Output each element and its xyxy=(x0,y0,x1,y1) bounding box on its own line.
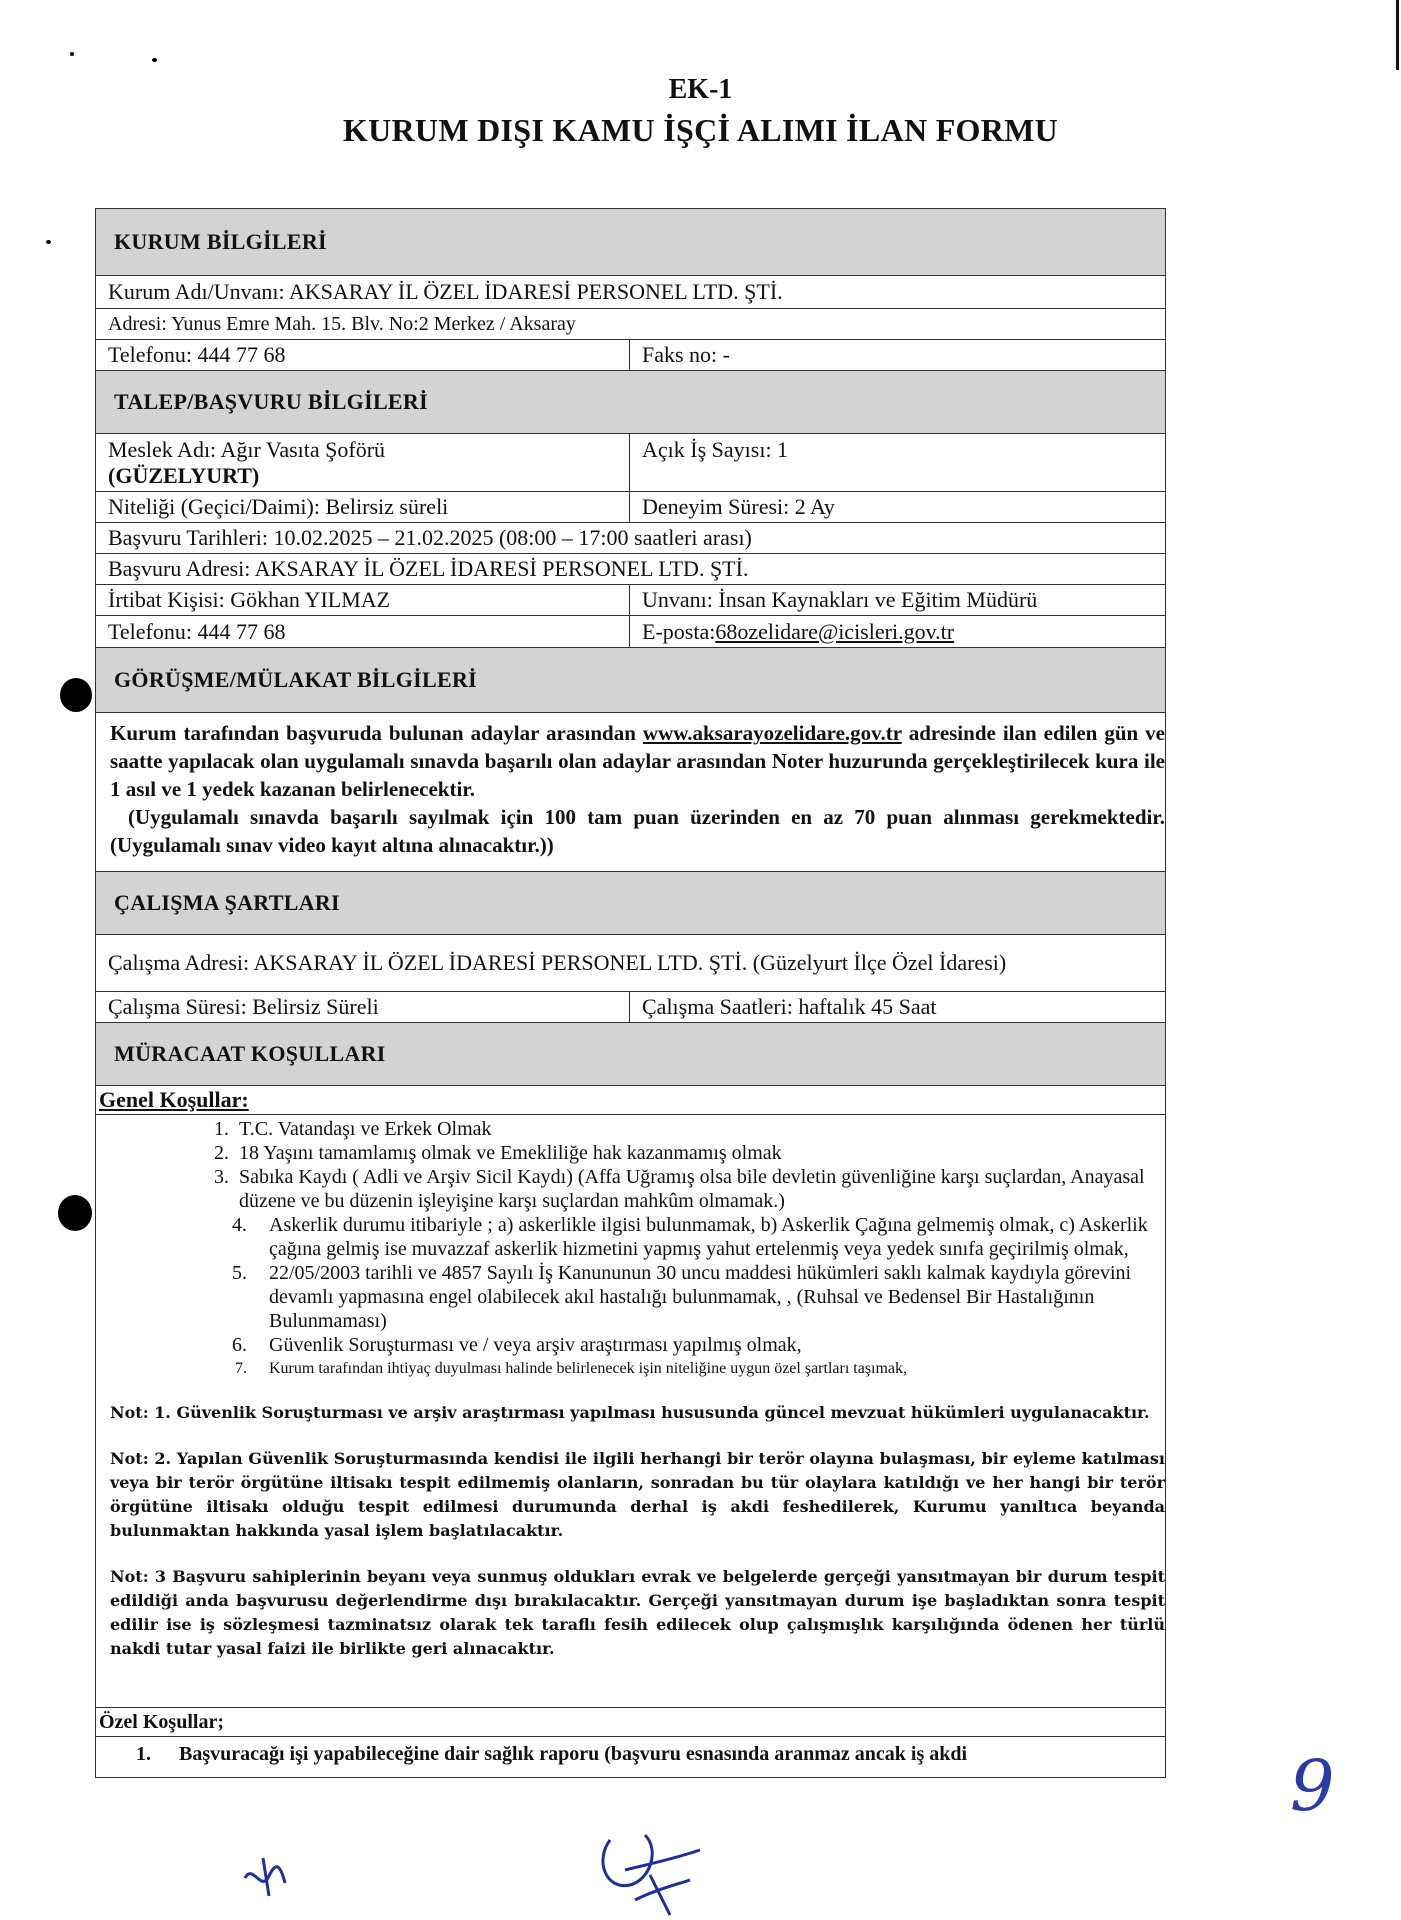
genel-kosul-item xyxy=(96,1117,1165,1141)
genel-kosul-item xyxy=(96,1141,1165,1165)
note-3: Not: 3 Başvuru sahiplerinin beyanı veya sunmuş oldukları evrak ve belgelerde gerçeği yansıtmayan bir durum tespit edildiği anda başvurusu değerlendirme dışı bırakılacaktır. Gerçeği yansıtmayan durum işe başladıktan sonra tespit edilir ise iş sözleşmesi tazminatsız olarak tek taraflı fesih edilecek olup çalışmışlık karşılığında ödenen her türlü nakdi tutar yasal faizi ile birlikte geri alınacaktır. xyxy=(110,1567,1165,1658)
genel-kosul-item xyxy=(96,1357,1165,1381)
basvuru-tarihleri: Başvuru Tarihleri: 10.02.2025 – 21.02.2025 (08:00 – 17:00 saatleri arası) xyxy=(108,525,752,550)
gorusme-paragraph xyxy=(96,713,1165,871)
kurum-adresi: Adresi: Yunus Emre Mah. 15. Blv. No:2 Merkez / Aksaray xyxy=(108,313,576,335)
gorusme-text-b: adresinde ilan edilen gün ve saatte yapılacak olan uygulamalı sınavda başarılı olan adaylar arasından Noter huzurunda gerçekleştirilecek kura ile 1 asıl ve 1 yedek kazanan belirlenecektir. xyxy=(110,721,1165,801)
document-title: KURUM DIŞI KAMU İŞÇİ ALIMI İLAN FORMU xyxy=(342,112,1059,148)
acik-is-sayisi: Açık İş Sayısı: 1 xyxy=(642,437,789,462)
irtibat-kisisi: İrtibat Kişisi: Gökhan YILMAZ xyxy=(96,585,630,615)
document-annex-label: EK-1 xyxy=(668,74,733,105)
ozel-kosul-number: 1. xyxy=(136,1743,151,1765)
eposta-cell xyxy=(630,616,1165,647)
kurum-adi: Kurum Adı/Unvanı: AKSARAY İL ÖZEL İDARESİ PERSONEL LTD. ŞTİ. xyxy=(108,279,783,304)
deneyim-suresi: Deneyim Süresi: 2 Ay xyxy=(642,494,835,519)
genel-kosul-text: Kurum tarafından ihtiyaç duyulması halinde belirlenecek işin niteliğine uygun özel şartları taşımak, xyxy=(269,1360,908,1377)
genel-kosullar-title: Genel Koşullar: xyxy=(99,1087,249,1112)
scan-speck xyxy=(46,240,51,244)
gorusme-text-a: Kurum tarafından başvuruda bulunan adaylar arasından xyxy=(110,721,643,745)
punch-hole-mark xyxy=(60,678,92,712)
genel-kosul-number: 1. xyxy=(214,1118,229,1140)
section-calisma-sartlari: ÇALIŞMA ŞARTLARI xyxy=(96,872,1165,934)
genel-kosul-number: 4. xyxy=(232,1214,247,1236)
irtibat-telefon: Telefonu: 444 77 68 xyxy=(96,616,630,647)
basvuru-adresi: Başvuru Adresi: AKSARAY İL ÖZEL İDARESİ PERSONEL LTD. ŞTİ. xyxy=(108,556,749,581)
meslek-cell xyxy=(96,434,630,491)
initial-signature-icon xyxy=(235,1848,305,1908)
eposta-link[interactable]: 68ozelidare@icisleri.gov.tr xyxy=(715,618,955,644)
application-form-table xyxy=(95,208,1166,1778)
punch-hole-mark xyxy=(58,1195,92,1231)
genel-kosul-text: 22/05/2003 tarihli ve 4857 Sayılı İş Kanununun 30 uncu maddesi hükümleri saklı kalmak kaydıyla görevini devamlı yapmasına engel olabilecek akıl hastalığı bulunmamak, , (Ruhsal ve Bedensel Bir Hastalığının Bulunmaması) xyxy=(269,1262,1132,1332)
meslek-adi: Meslek Adı: Ağır Vasıta Şoförü xyxy=(108,436,386,462)
eposta-label: E-posta: xyxy=(642,618,716,644)
genel-kosul-number: 3. xyxy=(214,1166,229,1188)
calisma-suresi: Çalışma Süresi: Belirsiz Süreli xyxy=(96,992,630,1022)
genel-kosul-number: 5. xyxy=(232,1262,247,1284)
kurum-faks: Faks no: - xyxy=(642,342,730,367)
scan-speck xyxy=(152,58,157,62)
section-talep-basvuru: TALEP/BAŞVURU BİLGİLERİ xyxy=(96,371,1165,433)
genel-kosul-text: Güvenlik Soruşturması ve / veya arşiv araştırması yapılmış olmak, xyxy=(269,1334,802,1356)
section-gorusme-mulakat: GÖRÜŞME/MÜLAKAT BİLGİLERİ xyxy=(96,648,1165,712)
scan-speck xyxy=(70,52,74,56)
note-2: Not: 2. Yapılan Güvenlik Soruşturmasında kendisi ile ilgili herhangi bir terör olayına bulaşması, bir eyleme katılması veya bir terör örgütüne iltisakı tespit edilmemiş olanların, sonradan bu tür olaylara katıldığı ve her hangi bir terör örgütüne iltisakı olduğu tespit edilmesi durumunda derhal iş akdi feshedilerek, Kurumu yanıltıca beyanda bulunmaktan hakkında yasal işlem başlatılacaktır. xyxy=(110,1449,1165,1540)
calisma-adresi: Çalışma Adresi: AKSARAY İL ÖZEL İDARESİ PERSONEL LTD. ŞTİ. (Güzelyurt İlçe Özel İdaresi) xyxy=(108,950,1007,975)
gorusme-note: (Uygulamalı sınavda başarılı sayılmak için 100 tam puan üzerinden en az 70 puan alınması gerekmektedir. (Uygulamalı sınav video kayıt altına alınacaktır.)) xyxy=(110,805,1165,857)
genel-kosul-item xyxy=(96,1333,1165,1357)
genel-kosullar-list xyxy=(96,1117,1165,1381)
niteligi: Niteliği (Geçici/Daimi): Belirsiz süreli xyxy=(96,492,630,522)
section-kurum-bilgileri: KURUM BİLGİLERİ xyxy=(96,209,1165,275)
genel-kosul-text: 18 Yaşını tamamlamış olmak ve Emekliliğe hak kazanmamış olmak xyxy=(239,1142,782,1164)
genel-kosul-text: Sabıka Kaydı ( Adli ve Arşiv Sicil Kaydı) (Affa Uğramış olsa bile devletin güvenliğine karşı suçlardan, Anayasal düzene ve bu düzenin işleyişine karşı suçlardan mahkûm olmamak.) xyxy=(239,1166,1145,1212)
genel-kosul-text: Askerlik durumu itibariyle ; a) askerlikle ilgisi bulunmamak, b) Askerlik Çağına gelmemiş olmak, c) Askerlik çağına gelmiş ise muvazzaf askerlik hizmetini yapmış yahut ertelenmiş veya yedek sınıfa geçirilmiş olmak, xyxy=(269,1214,1148,1260)
meslek-yer: (GÜZELYURT) xyxy=(108,462,260,488)
scan-edge-line xyxy=(1396,0,1399,70)
irtibat-unvani: Unvanı: İnsan Kaynakları ve Eğitim Müdürü xyxy=(642,587,1038,612)
calisma-saatleri: Çalışma Saatleri: haftalık 45 Saat xyxy=(642,994,937,1019)
genel-kosul-number: 6. xyxy=(232,1334,247,1356)
signature-icon xyxy=(590,1820,710,1920)
genel-kosul-number: 7. xyxy=(235,1360,247,1377)
ozel-kosul-1 xyxy=(96,1737,1165,1777)
note-1: Not: 1. Güvenlik Soruşturması ve arşiv araştırması yapılması hususunda güncel mevzuat hükümleri uygulanacaktır. xyxy=(110,1403,1150,1422)
website-link[interactable]: www.aksarayozelidare.gov.tr xyxy=(642,721,902,745)
section-header-row xyxy=(96,209,1165,275)
genel-kosul-item xyxy=(96,1261,1165,1333)
ozel-kosul-text: Başvuracağı işi yapabileceğine dair sağlık raporu (başvuru esnasında aranmaz ancak iş akdi xyxy=(179,1743,968,1765)
genel-kosul-number: 2. xyxy=(214,1142,229,1164)
genel-kosul-text: T.C. Vatandaşı ve Erkek Olmak xyxy=(239,1118,492,1140)
genel-kosul-item xyxy=(96,1213,1165,1261)
section-muracaat-kosullari: MÜRACAAT KOŞULLARI xyxy=(96,1023,1165,1085)
genel-kosul-item xyxy=(96,1165,1165,1213)
margin-mark: 9 xyxy=(1290,1745,1335,1827)
kurum-telefon: Telefonu: 444 77 68 xyxy=(96,340,630,370)
ozel-kosullar-title: Özel Koşullar; xyxy=(99,1711,224,1733)
